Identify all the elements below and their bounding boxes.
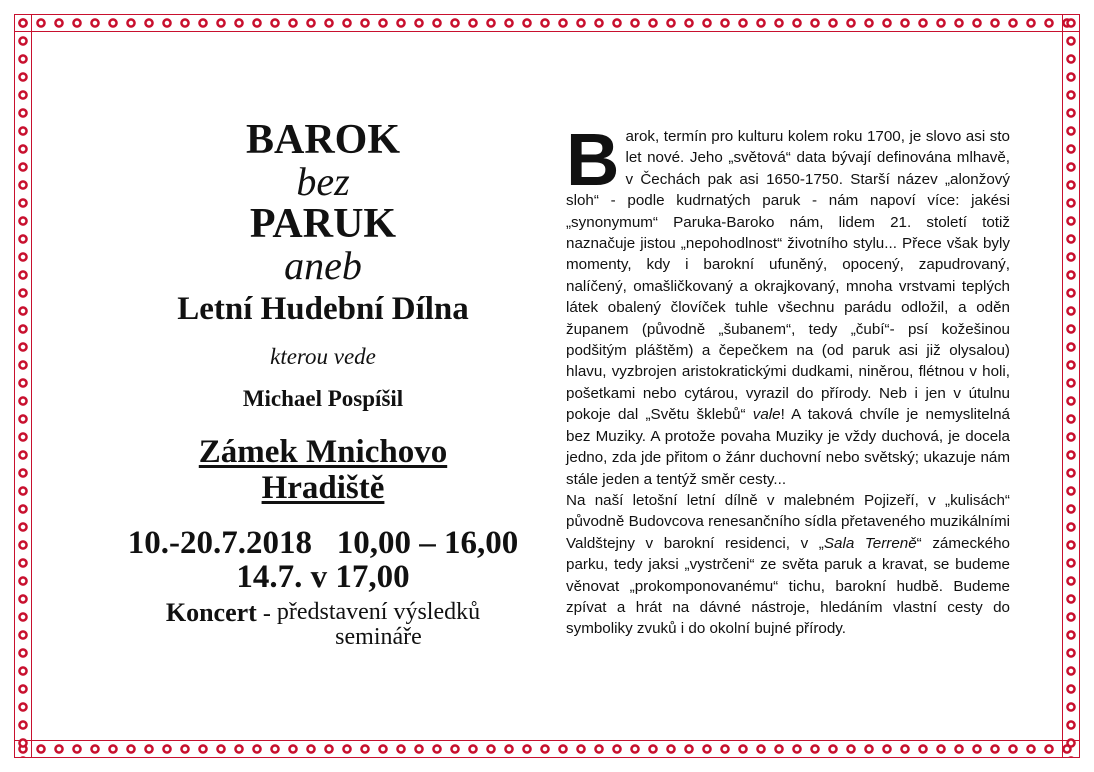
article-paragraph-2 — [566, 490, 1010, 640]
leader-name: Michael Pospíšil — [242, 386, 404, 411]
concert-desc-line-1: představení výsledků — [276, 599, 481, 625]
concert-label: Koncert — [165, 598, 257, 627]
title-barok: BAROK — [245, 117, 400, 163]
venue-line-1: Zámek Mnichovo — [198, 434, 448, 470]
article-paragraph-1 — [566, 118, 1010, 490]
article-body — [566, 118, 1010, 640]
subtitle: Letní Hudební Dílna — [177, 291, 469, 327]
paragraph-1-text-a: arok, termín pro kulturu kolem roku 1700, je slovo asi sto let nové. Jeho „světová“ data bývají definována mlhavě, v Čechách pak asi 1650-1750. Starší název „alonžový sloh“ - podle kudrnatých paruk - nám napoví více: jakési „synonymum“ Paruka-Baroko nám, lidem 21. století totiž naznačuje jistou „nepohodlnost“ životního stylu... Přece však byly momenty, kdy i barokní ufuněný, opocený, zapudrovaný, nalíčený, omašličkovaný a okrajkovaný, mnoha vrstvami teplých látek obalený človíček tuhle všechnu parádu odložil, a oděn županem (původně „šubanem“, tedy „čubí“- psí kožešinou podšitým pláštěm) a čepečkem na (od paruk asi již olysalou) hlavu, vyzbrojen aristokratickými dudkami, niněrou, flétnou v holi, pošetkami nebo cytárou, vyrazil do přírody. Neb i jen v útulnu pokoje dal „Světu šklebů“ — [566, 128, 1010, 424]
paragraph-2-text-b: “ zámeckého parku, tedy jaksi „vystrčeni“ ze světa paruk a kravat, se budeme věnovat „prokomponovanému“ tichu, barokní hudbě. Budeme zpívat a hrát na dávné nástroje, hledáním vlastní cesty do symboliky zvuků i do okolní bujné přírody. — [566, 534, 1010, 638]
title-paruk: PARUK — [249, 201, 397, 247]
venue — [40, 434, 606, 506]
concert-desc-line-2: semináře — [335, 624, 422, 650]
title-aneb: aneb — [284, 243, 362, 288]
border-top — [14, 14, 1080, 32]
led-by-label: kterou vede — [270, 344, 376, 369]
paragraph-2-emphasis: Sala Terreně — [823, 534, 917, 552]
border-right — [1062, 14, 1080, 758]
poster-title-block — [40, 118, 606, 650]
paragraph-2-text-a: Na naší letošní letní dílně v malebném Pojizeří, v „kulisách“ původně Budovcova renesančního sídla přetaveného muzikálními Valdštejny v barokní residenci, v „ — [566, 491, 1010, 552]
drop-cap: B — [566, 118, 620, 201]
title-bez: bez — [296, 159, 350, 204]
border-left — [14, 14, 32, 758]
border-bottom — [14, 740, 1080, 758]
venue-line-2: Hradiště — [261, 470, 385, 506]
paragraph-1-text-b: ! A taková chvíle je nemyslitelná bez Muziky. A protože povaha Muziky je vždy duchová, je docela jedno, zda jde přitom o žánr duchovní nebo světský; ukazuje nám stále jeden a tentýž směr cesty... — [566, 406, 1010, 488]
dates-times: 10.-20.7.2018 10,00 – 16,00 — [127, 525, 519, 561]
concert-dash: - — [256, 601, 277, 627]
concert-description — [277, 600, 480, 650]
concert-time: 14.7. v 17,00 — [236, 559, 410, 595]
concert-info — [40, 600, 606, 650]
paragraph-1-emphasis: vale — [752, 406, 781, 424]
